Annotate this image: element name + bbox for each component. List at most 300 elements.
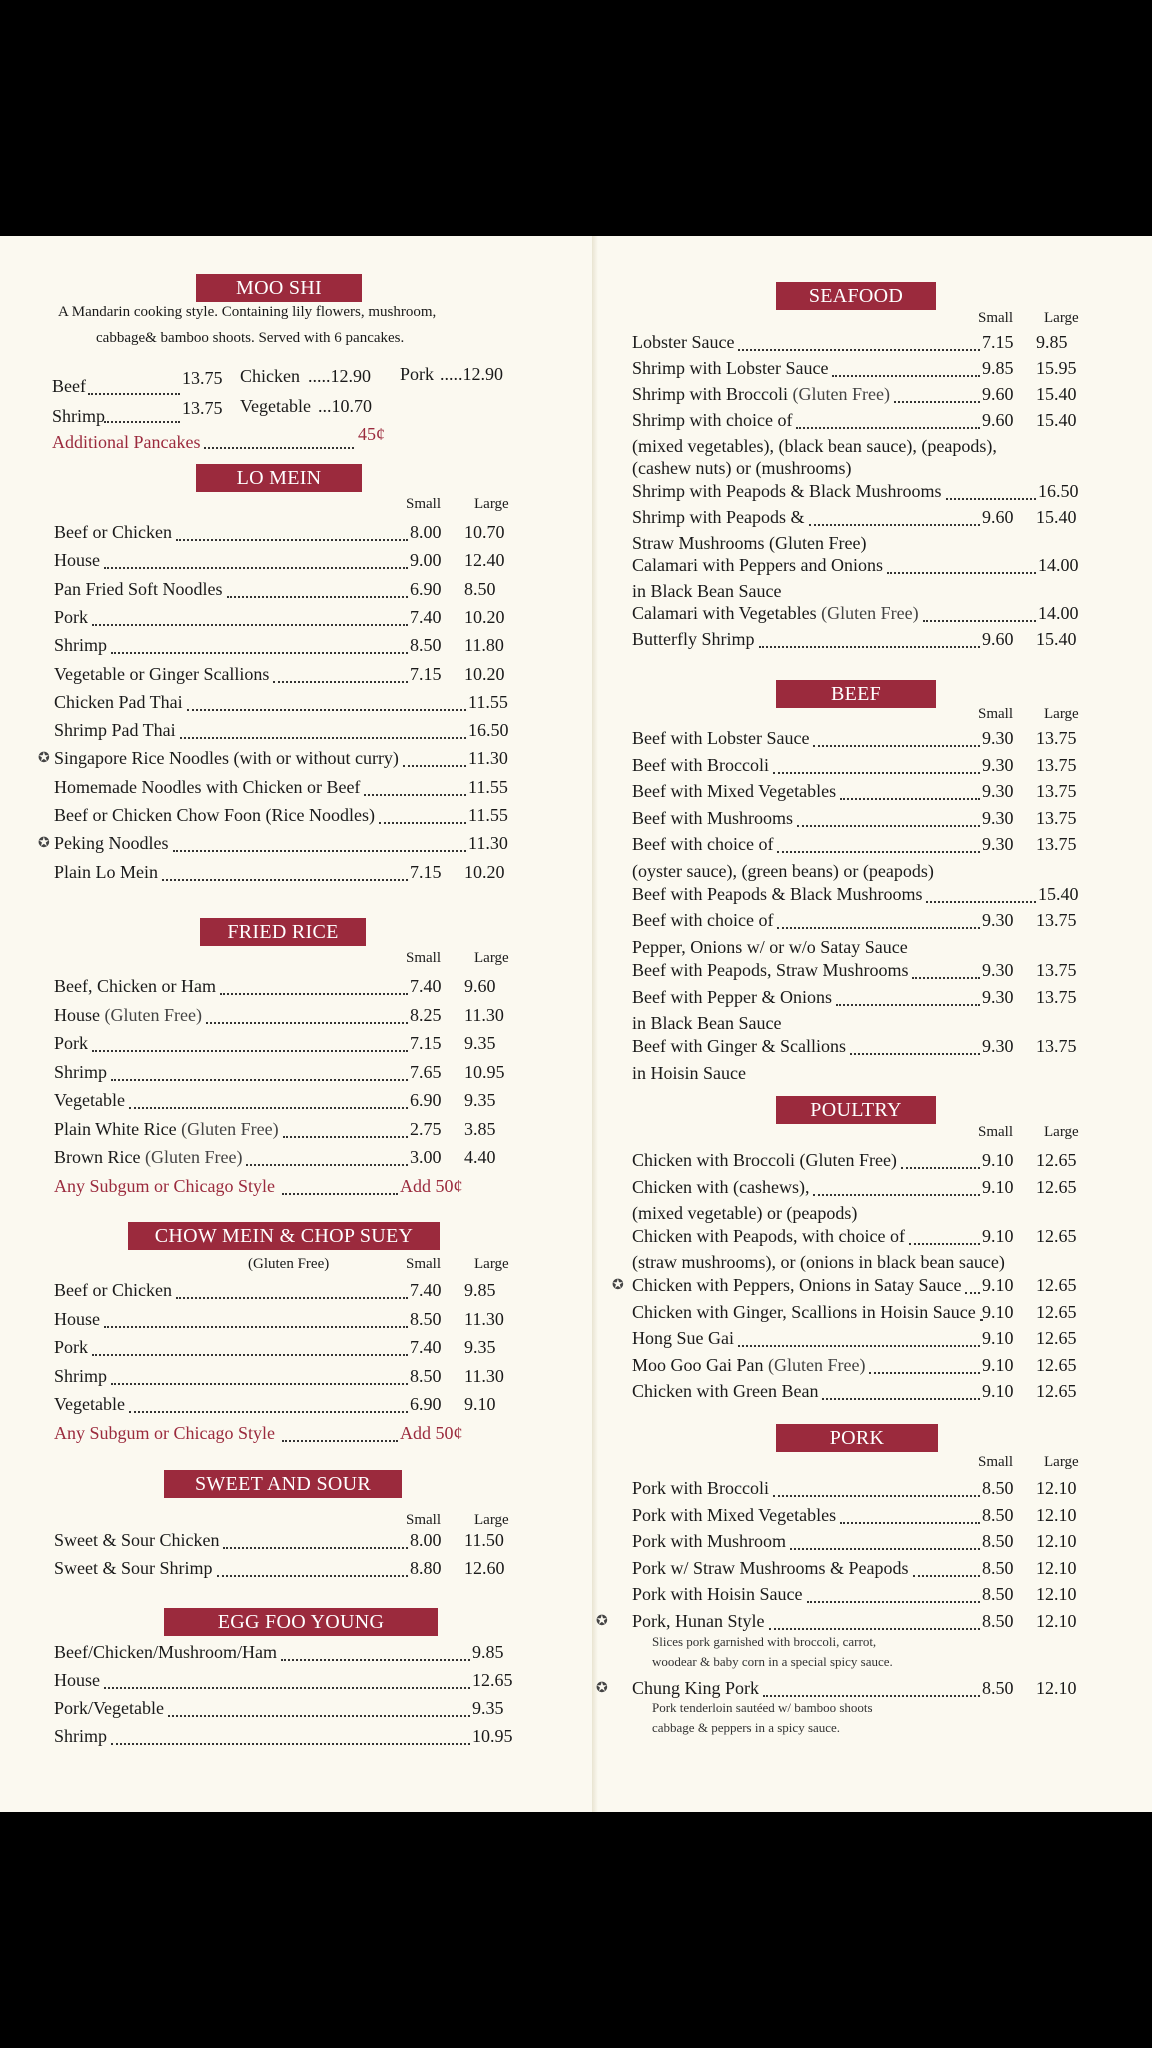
dot-leader [777,851,980,853]
item-name: Chicken [240,366,300,386]
price-small: 9.10 [982,1381,1014,1402]
item-name: Vegetable [54,1394,125,1414]
dot-leader [822,1398,980,1400]
item-name: House (Gluten Free) [54,1004,202,1025]
dot-leader [738,1345,980,1347]
item-name: Moo Goo Gai Pan (Gluten Free) [632,1354,866,1375]
dot-leader [796,427,980,429]
price-large: 12.65 [1036,1328,1077,1349]
dot-leader [887,572,1036,574]
item-name: Shrimp [54,1365,108,1386]
item-price: 13.75 [182,368,223,388]
item-price: 11.55 [468,691,508,712]
column-header-small: Small [406,1512,442,1528]
price-small: 6.90 [410,578,442,599]
price-large: 4.40 [464,1147,496,1167]
item-price: 12.65 [472,1670,513,1690]
item-name: Pork w/ Straw Mushrooms & Peapods [632,1557,909,1578]
gluten-free-label: (Gluten Free) [816,603,919,624]
item-name: Vegetable or Ginger Scallions [54,663,270,684]
gluten-free-label: (Gluten Free) [763,1354,866,1375]
item-name: Chicken with Broccoli (Gluten Free) [632,1150,897,1170]
price-large: 13.75 [1036,1036,1077,1057]
dot-leader [111,1079,408,1081]
item-name: Vegetable [240,396,311,416]
column-header-small: Small [978,706,1014,722]
item-name: Singapore Rice Noodles (with or without curry) [54,748,399,769]
price-small: 8.50 [410,635,442,656]
item-price: 11.55 [468,805,508,825]
dot-leader [777,927,980,929]
item-name: Pork [54,1337,89,1357]
price-small: 8.50 [982,1584,1014,1605]
price-small: 9.30 [982,910,1014,931]
dot-leader [162,879,408,881]
price-large: 12.10 [1036,1531,1077,1552]
item-name: Shrimp Pad Thai [54,720,176,741]
price-large: 12.65 [1036,1381,1077,1402]
dot-leader [901,1167,980,1169]
dot-leader [206,1022,408,1024]
dot-leader [813,745,980,747]
item-name: House [54,550,100,571]
item-name: Chicken with Ginger, Scallions in Hoisin Sauce [632,1301,976,1322]
dot-leader [836,1004,980,1006]
dot-leader [809,524,980,526]
dot-leader [840,1522,980,1524]
item-price: 15.40 [1038,883,1079,904]
price-large: 12.10 [1036,1584,1077,1605]
dot-leader [92,1354,408,1356]
item-note: Pork tenderloin sautéed w/ bamboo shoots [652,1700,873,1716]
price-small: 9.10 [982,1275,1014,1296]
dot-leader [129,1411,408,1413]
item-name: Peking Noodles [54,833,169,854]
dot-leader [283,1136,408,1138]
price-small: 8.50 [982,1677,1014,1698]
price-small: 6.90 [410,1394,442,1414]
dot-leader [220,993,408,995]
price-large: 9.60 [464,976,496,996]
dot-leader [92,1050,408,1052]
price-large: 12.65 [1036,1225,1077,1246]
column-header-large: Large [474,1256,509,1272]
item-price: 10.95 [472,1726,513,1746]
section-header: LO MEIN [196,464,362,492]
item-price: 9.35 [472,1698,504,1718]
gluten-free-label: (Gluten Free) [788,384,890,404]
dot-leader [912,977,980,979]
price-small: 2.75 [410,1118,442,1139]
dot-leader [176,539,408,541]
item-name: Shrimp [54,635,108,656]
column-header-small: Small [406,496,442,512]
price-small: 9.30 [982,807,1014,828]
item-price: Add 50¢ [400,1175,463,1196]
price-large: 15.40 [1036,410,1077,430]
item-name: Plain White Rice (Gluten Free) [54,1118,279,1139]
price-large: 13.75 [1036,754,1077,775]
item-price: ...10.70 [318,396,372,416]
moo-shi-description: A Mandarin cooking style. Containing lily flowers, mushroom, [58,304,437,320]
dot-leader [894,401,980,403]
dot-leader [850,1053,980,1055]
item-name: Pork [400,364,435,384]
price-small: 3.00 [410,1147,442,1167]
price-large: 12.10 [1036,1677,1077,1698]
item-description: (mixed vegetable) or (peapods) [632,1203,858,1223]
dot-leader [180,737,466,739]
item-name: Beef with choice of [632,834,774,855]
price-large: 15.40 [1036,506,1077,527]
section-header: BEEF [776,680,936,708]
item-description: Straw Mushrooms (Gluten Free) [632,532,867,553]
column-header-large: Large [1044,706,1079,722]
item-name: Calamari with Peppers and Onions [632,555,883,576]
dot-leader [773,772,980,774]
item-name: Beef with Mushrooms [632,807,793,828]
item-price: 11.30 [468,748,508,769]
dot-leader [273,681,408,683]
price-large: 13.75 [1036,807,1077,828]
price-small: 8.50 [982,1504,1014,1525]
item-description: in Black Bean Sauce [632,1013,782,1034]
item-name: Shrimp with Broccoli (Gluten Free) [632,384,890,404]
item-price: 14.00 [1038,603,1079,624]
item-name: Hong Sue Gai [632,1328,734,1349]
column-header-large: Large [474,496,509,512]
price-large: 9.35 [464,1337,496,1357]
price-small: 6.90 [410,1090,442,1110]
section-header: PORK [776,1424,938,1452]
item-name: Shrimp with Lobster Sauce [632,358,829,378]
price-small: 8.50 [410,1308,442,1329]
dot-leader [187,709,466,711]
item-description: in Hoisin Sauce [632,1062,746,1083]
price-large: 13.75 [1036,959,1077,980]
gluten-free-label: (Gluten Free) [248,1256,330,1272]
item-description: (cashew nuts) or (mushrooms) [632,458,852,479]
section-header: FRIED RICE [200,918,366,946]
price-small: 7.40 [410,976,442,996]
dot-leader [813,1194,980,1196]
item-name: Chicken Pad Thai [54,691,183,712]
item-name: Vegetable [54,1090,125,1110]
item-price: 11.30 [468,833,508,854]
column-header-small: Small [978,310,1014,326]
price-small: 9.30 [982,959,1014,980]
item-name: Pork with Mixed Vegetables [632,1504,837,1525]
price-large: 11.30 [464,1004,504,1025]
column-header-large: Large [1044,310,1079,326]
item-name: Beef, Chicken or Ham [54,976,216,996]
section-header: SWEET AND SOUR [164,1470,402,1498]
price-small: 8.80 [410,1558,442,1578]
bullet-icon: ✪ [38,836,50,852]
price-large: 11.30 [464,1365,504,1386]
dot-leader [379,822,466,824]
price-small: 9.10 [982,1225,1014,1246]
item-name: Brown Rice (Gluten Free) [54,1147,243,1167]
bullet-icon: ✪ [38,751,50,767]
item-description: Pepper, Onions w/ or w/o Satay Sauce [632,937,908,958]
dot-leader [840,798,980,800]
item-name: Beef with choice of [632,910,774,931]
item-name: Beef with Peapods, Straw Mushrooms [632,959,909,980]
item-description: in Black Bean Sauce [632,581,782,602]
price-small: 9.30 [982,754,1014,775]
section-header: EGG FOO YOUNG [164,1608,438,1636]
price-large: 13.75 [1036,834,1077,855]
item-price: 13.75 [182,398,223,418]
item-name: Beef or Chicken [54,522,172,542]
item-name: Pork with Hoisin Sauce [632,1584,803,1605]
item-name: Lobster Sauce [632,332,735,352]
price-large: 12.65 [1036,1354,1077,1375]
price-large: 15.40 [1036,384,1077,404]
price-small: 8.50 [982,1557,1014,1578]
dot-leader [104,421,180,423]
dot-leader [769,1628,981,1630]
price-small: 9.30 [982,834,1014,855]
price-large: 12.40 [464,550,505,571]
dot-leader [946,498,1037,500]
column-header-small: Small [406,950,442,966]
price-small: 8.50 [982,1478,1014,1498]
item-name: Pork with Broccoli [632,1478,769,1498]
price-large: 12.10 [1036,1478,1077,1498]
item-name: Pork [54,1033,89,1053]
price-large: 12.65 [1036,1275,1077,1296]
dot-leader [807,1601,981,1603]
item-name: Pork/Vegetable [54,1698,164,1718]
item-price: .....12.90 [440,364,503,384]
item-note: Slices pork garnished with broccoli, carrot, [652,1633,877,1649]
price-large: 12.65 [1036,1150,1077,1170]
price-small: 7.40 [410,1337,442,1357]
price-small: 7.15 [410,663,442,684]
item-name: Pork [54,606,89,627]
item-name: Beef with Peapods & Black Mushrooms [632,883,923,904]
item-price: 16.50 [468,720,509,741]
item-name: Shrimp [54,1061,108,1082]
item-name: Chicken with Green Bean [632,1381,819,1402]
item-name: Pork, Hunan Style [632,1611,765,1631]
price-small: 8.50 [410,1365,442,1386]
price-small: 7.15 [982,332,1014,352]
price-small: 9.85 [982,358,1014,378]
dot-leader [282,1193,398,1195]
item-name: Shrimp [54,1726,108,1746]
dot-leader [909,1243,980,1245]
price-small: 9.10 [982,1301,1014,1322]
item-description: (straw mushrooms), or (onions in black bean sauce) [632,1252,1005,1273]
price-large: 15.95 [1036,358,1077,378]
price-large: 12.65 [1036,1301,1077,1322]
item-name: Beef/Chicken/Mushroom/Ham [54,1642,277,1662]
price-large: 11.30 [464,1308,504,1329]
gluten-free-label: (Gluten Free) [176,1118,279,1139]
price-small: 9.10 [982,1150,1014,1170]
price-large: 12.10 [1036,1504,1077,1525]
item-name: Calamari with Vegetables (Gluten Free) [632,603,919,624]
item-name: Sweet & Sour Chicken [54,1530,220,1550]
price-small: 7.15 [410,1033,442,1053]
item-name: Chicken with (cashews), [632,1176,810,1197]
price-large: 13.75 [1036,910,1077,931]
dot-leader [869,1372,980,1374]
item-name: Any Subgum or Chicago Style [54,1175,275,1196]
column-header-large: Large [474,950,509,966]
item-name: Beef with Ginger & Scallions [632,1036,846,1057]
column-header-large: Large [1044,1454,1079,1470]
item-name: House [54,1670,100,1690]
item-name: Beef [52,376,86,396]
price-large: 9.85 [464,1280,496,1300]
price-large: 11.80 [464,635,504,656]
item-name: Chicken with Peapods, with choice of [632,1225,905,1246]
price-small: 9.10 [982,1354,1014,1375]
section-header: CHOW MEIN & CHOP SUEY [128,1222,440,1250]
item-name: Beef with Mixed Vegetables [632,781,837,802]
item-price: 45¢ [358,424,385,444]
dot-leader [790,1548,980,1550]
price-large: 3.85 [464,1118,496,1139]
item-name: Pan Fried Soft Noodles [54,578,223,599]
dot-leader [227,596,409,598]
item-name: Shrimp with Peapods & Black Mushrooms [632,480,942,501]
dot-leader [364,794,466,796]
price-small: 9.30 [982,781,1014,802]
item-name: Any Subgum or Chicago Style [54,1422,275,1443]
price-small: 8.50 [982,1611,1014,1631]
item-name: Shrimp with Peapods & [632,506,805,527]
gluten-free-label: (Gluten Free) [100,1004,202,1025]
price-small: 9.30 [982,1036,1014,1057]
price-small: 9.60 [982,410,1014,430]
item-description: (oyster sauce), (green beans) or (peapods) [632,861,934,881]
dot-leader [111,652,408,654]
item-price: .....12.90 [308,366,371,386]
price-large: 13.75 [1036,781,1077,802]
dot-leader [832,375,980,377]
item-description: (mixed vegetables), (black bean sauce), (peapods), [632,436,997,456]
item-name: Beef with Lobster Sauce [632,728,810,748]
price-large: 10.70 [464,522,505,542]
price-small: 8.00 [410,522,442,542]
dot-leader [913,1575,980,1577]
item-price: 14.00 [1038,555,1079,576]
dot-leader [797,825,980,827]
column-header-large: Large [474,1512,509,1528]
price-large: 15.40 [1036,629,1077,650]
dot-leader [111,1383,408,1385]
price-small: 9.30 [982,986,1014,1007]
dot-leader [88,393,180,395]
item-name: House [54,1308,100,1329]
price-small: 9.10 [982,1328,1014,1349]
item-name: Additional Pancakes [52,432,201,452]
dot-leader [965,1292,980,1294]
item-note: cabbage & peppers in a spicy sauce. [652,1720,841,1736]
price-large: 11.50 [464,1530,504,1550]
item-name: Homemade Noodles with Chicken or Beef [54,776,361,797]
price-large: 10.20 [464,606,505,627]
item-name: Shrimp [52,406,106,426]
item-price: Add 50¢ [400,1422,463,1443]
price-small: 9.60 [982,629,1014,650]
item-name: Beef with Broccoli [632,754,769,775]
price-small: 7.40 [410,1280,442,1300]
dot-leader [246,1164,408,1166]
item-name: Butterfly Shrimp [632,629,755,650]
item-name: Pork with Mushroom [632,1531,787,1552]
price-large: 12.60 [464,1558,505,1578]
dot-leader [926,901,1036,903]
price-small: 9.00 [410,550,442,571]
column-header-small: Small [406,1256,442,1272]
price-small: 9.30 [982,728,1014,748]
dot-leader [168,1715,470,1717]
dot-leader [281,1659,470,1661]
price-large: 12.10 [1036,1557,1077,1578]
dot-leader [104,1326,408,1328]
item-name: Sweet & Sour Shrimp [54,1558,213,1578]
price-large: 9.85 [1036,332,1068,352]
price-large: 10.20 [464,861,505,882]
price-small: 7.15 [410,861,442,882]
price-small: 8.50 [982,1531,1014,1552]
dot-leader [104,1687,470,1689]
item-name: Chung King Pork [632,1677,760,1698]
dot-leader [176,1297,408,1299]
price-large: 9.35 [464,1033,496,1053]
moo-shi-description: cabbage& bamboo shoots. Served with 6 pancakes. [96,330,405,346]
price-large: 9.35 [464,1090,496,1110]
dot-leader [738,349,980,351]
price-small: 8.00 [410,1530,442,1550]
item-name: Beef or Chicken Chow Foon (Rice Noodles) [54,805,375,825]
item-name: Shrimp with choice of [632,410,793,430]
price-large: 10.95 [464,1061,505,1082]
item-note: woodear & baby corn in a special spicy sauce. [652,1653,893,1669]
item-name: Beef or Chicken [54,1280,172,1300]
section-header: SEAFOOD [776,282,936,310]
item-name: Chicken with Peppers, Onions in Satay Sauce [632,1275,962,1296]
dot-leader [759,646,981,648]
price-small: 7.40 [410,606,442,627]
bullet-icon: ✪ [612,1278,624,1294]
item-price: 11.55 [468,776,508,797]
section-header: MOO SHI [196,274,362,302]
price-large: 13.75 [1036,986,1077,1007]
dot-leader [173,850,467,852]
item-price: 9.85 [472,1642,504,1662]
dot-leader [92,624,408,626]
dot-leader [204,447,354,449]
column-header-small: Small [978,1124,1014,1140]
price-small: 8.25 [410,1004,442,1025]
price-large: 13.75 [1036,728,1077,748]
gluten-free-label: (Gluten Free) [140,1147,243,1167]
price-small: 9.60 [982,384,1014,404]
price-large: 12.10 [1036,1611,1077,1631]
price-large: 10.20 [464,663,505,684]
price-small: 7.65 [410,1061,442,1082]
price-large: 12.65 [1036,1176,1077,1197]
item-price: 16.50 [1038,480,1079,501]
column-header-large: Large [1044,1124,1079,1140]
